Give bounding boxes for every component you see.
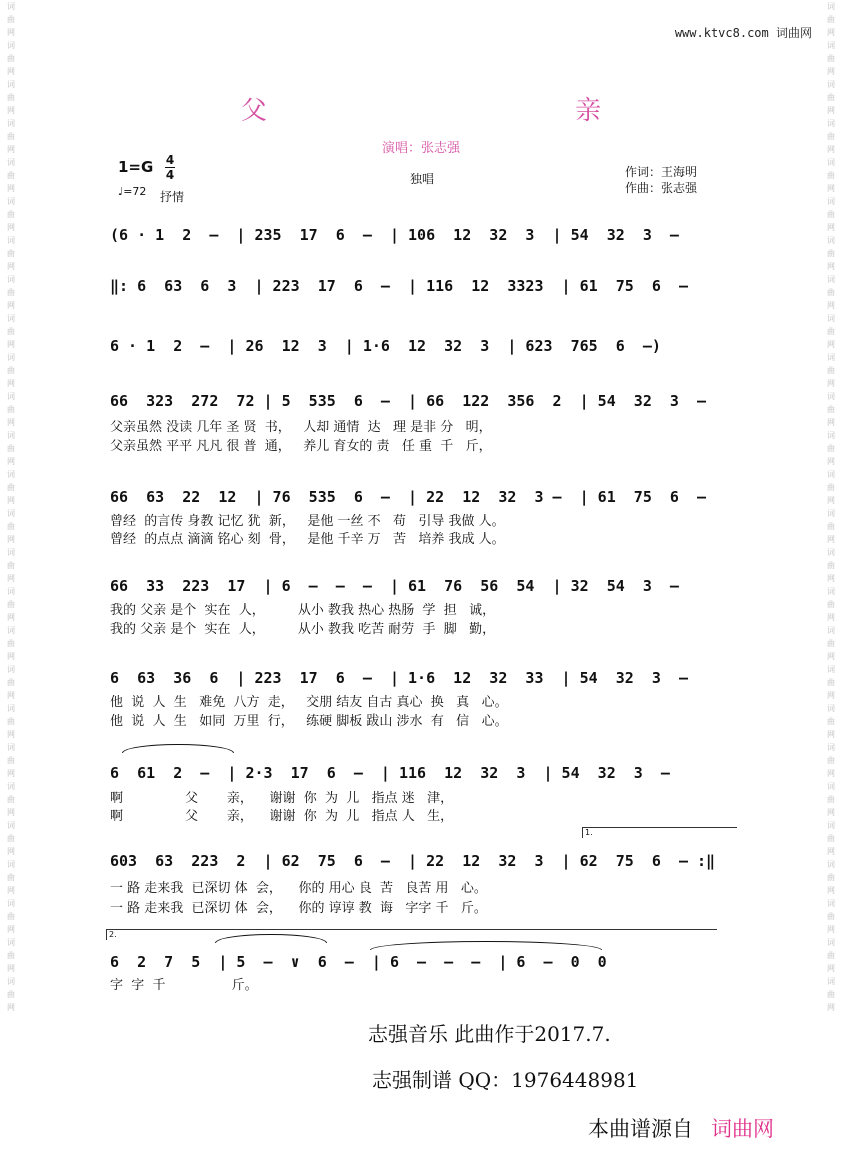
lyrics-10: 字 字 千 斤。 xyxy=(110,978,258,993)
lyrics-9-verse2: 一 路 走来我 已深切 体 会， 你的 谆谆 教 诲 字字 千 斤。 xyxy=(110,901,487,916)
score-line-8: 6 61 2 – | 2·3 17 6 – | 116 12 32 3 | 54 32 3 – xyxy=(110,764,670,782)
song-title: 父 亲 xyxy=(240,96,752,126)
lyrics-5-verse2: 曾经 的点点 滴滴 铭心 刻 骨， 是他 千辛 万 苦 培养 我成 人。 xyxy=(110,532,505,547)
lyrics-4-verse1: 父亲虽然 没读 几年 圣 贤 书， 人却 通情 达 理 是非 分 明， xyxy=(110,420,492,435)
credits xyxy=(625,164,697,196)
score-line-10: 6 2 7 5 | 5 – ∨ 6 – | 6 – – – | 6 – 0 0 xyxy=(110,953,607,971)
time-bottom: 4 xyxy=(165,168,175,182)
slur xyxy=(122,744,234,753)
score-line-2: ‖: 6 63 6 3 | 223 17 6 – | 116 12 3323 | 61 75 6 – xyxy=(110,277,688,295)
source-credit xyxy=(588,1113,774,1143)
watermark-url: www.ktvc8.com xyxy=(674,26,769,40)
lyrics-8-verse1: 啊 父 亲， 谢谢 你 为 儿 指点 迷 津， xyxy=(110,791,454,806)
score-line-7: 6 63 36 6 | 223 17 6 – | 1·6 12 32 33 | 54 32 3 – xyxy=(110,669,688,687)
watermark-site xyxy=(675,24,812,41)
volta-1: 1. xyxy=(582,827,737,838)
singer: 演唱：张志强 xyxy=(381,141,460,156)
source-site: 词曲网 xyxy=(711,1117,774,1141)
lyrics-7-verse1: 他 说 人 生 难免 八方 走， 交朋 结友 自古 真心 换 真 心。 xyxy=(110,695,508,710)
time-top: 4 xyxy=(165,153,175,167)
score-line-9: 603 63 223 2 | 62 75 6 – | 22 12 32 3 | 62 75 6 – :‖ xyxy=(110,852,716,870)
lyrics-8-verse2: 啊 父 亲， 谢谢 你 为 儿 指点 人 生， xyxy=(110,809,454,824)
lyrics-4-verse2: 父亲虽然 平平 凡凡 很 普 通， 养儿 育女的 责 任 重 千 斤， xyxy=(110,439,492,454)
score-line-3: 6 · 1 2 – | 26 12 3 | 1·6 12 32 3 | 623 765 6 –) xyxy=(110,337,661,355)
lyricist: 作词：王海明 xyxy=(625,165,698,179)
source-label: 本曲谱源自 xyxy=(588,1117,693,1141)
score-line-1: (6 · 1 2 – | 235 17 6 – | 106 12 32 3 | 54 32 3 – xyxy=(110,226,679,244)
lyrics-5-verse1: 曾经 的言传 身教 记忆 犹 新， 是他 一丝 不 苟 引导 我做 人。 xyxy=(110,514,505,529)
volta-2: 2. xyxy=(106,929,717,940)
footer-studio: 志强音乐 此曲作于2017.7. xyxy=(368,1022,611,1046)
performance-form: 独唱 xyxy=(410,172,435,186)
lyrics-9-verse1: 一 路 走来我 已深切 体 会， 你的 用心 良 苦 良苦 用 心。 xyxy=(110,881,487,896)
footer-transcriber: 志强制谱 QQ：1976448981 xyxy=(372,1068,639,1092)
watermark-site-name: 词曲网 xyxy=(775,26,812,40)
lyrics-6-verse2: 我的 父亲 是个 实在 人， 从小 教我 吃苦 耐劳 手 脚 勤， xyxy=(110,622,496,637)
lyrics-6-verse1: 我的 父亲 是个 实在 人， 从小 教我 热心 热肠 学 担 诚， xyxy=(110,603,496,618)
tempo: ♩=72 xyxy=(118,185,147,198)
expression: 抒情 xyxy=(160,190,185,204)
watermark-side-right: 词曲网词曲网词曲网词曲网词曲网词曲网词曲网词曲网词曲网词曲网词曲网词曲网词曲网词曲网词曲网词曲网词曲网词曲网词曲网词曲网词曲网词曲网词曲网词曲网词曲网词曲网 xyxy=(827,2,835,1012)
score-line-5: 66 63 22 12 | 76 535 6 – | 22 12 32 3 – | 61 75 6 – xyxy=(110,488,707,506)
watermark-side-left: 词曲网词曲网词曲网词曲网词曲网词曲网词曲网词曲网词曲网词曲网词曲网词曲网词曲网词曲网词曲网词曲网词曲网词曲网词曲网词曲网词曲网词曲网词曲网词曲网词曲网词曲网 xyxy=(7,2,15,1012)
score-line-6: 66 33 223 17 | 6 – – – | 61 76 56 54 | 32 54 3 – xyxy=(110,577,679,595)
lyrics-7-verse2: 他 说 人 生 如同 万里 行， 练硬 脚板 跋山 涉水 有 信 心。 xyxy=(110,714,508,729)
key-signature: 1=G xyxy=(118,158,154,176)
time-signature xyxy=(165,154,175,181)
composer: 作曲：张志强 xyxy=(625,181,698,195)
score-line-4: 66 323 272 72 | 5 535 6 – | 66 122 356 2 | 54 32 3 – xyxy=(110,392,707,410)
